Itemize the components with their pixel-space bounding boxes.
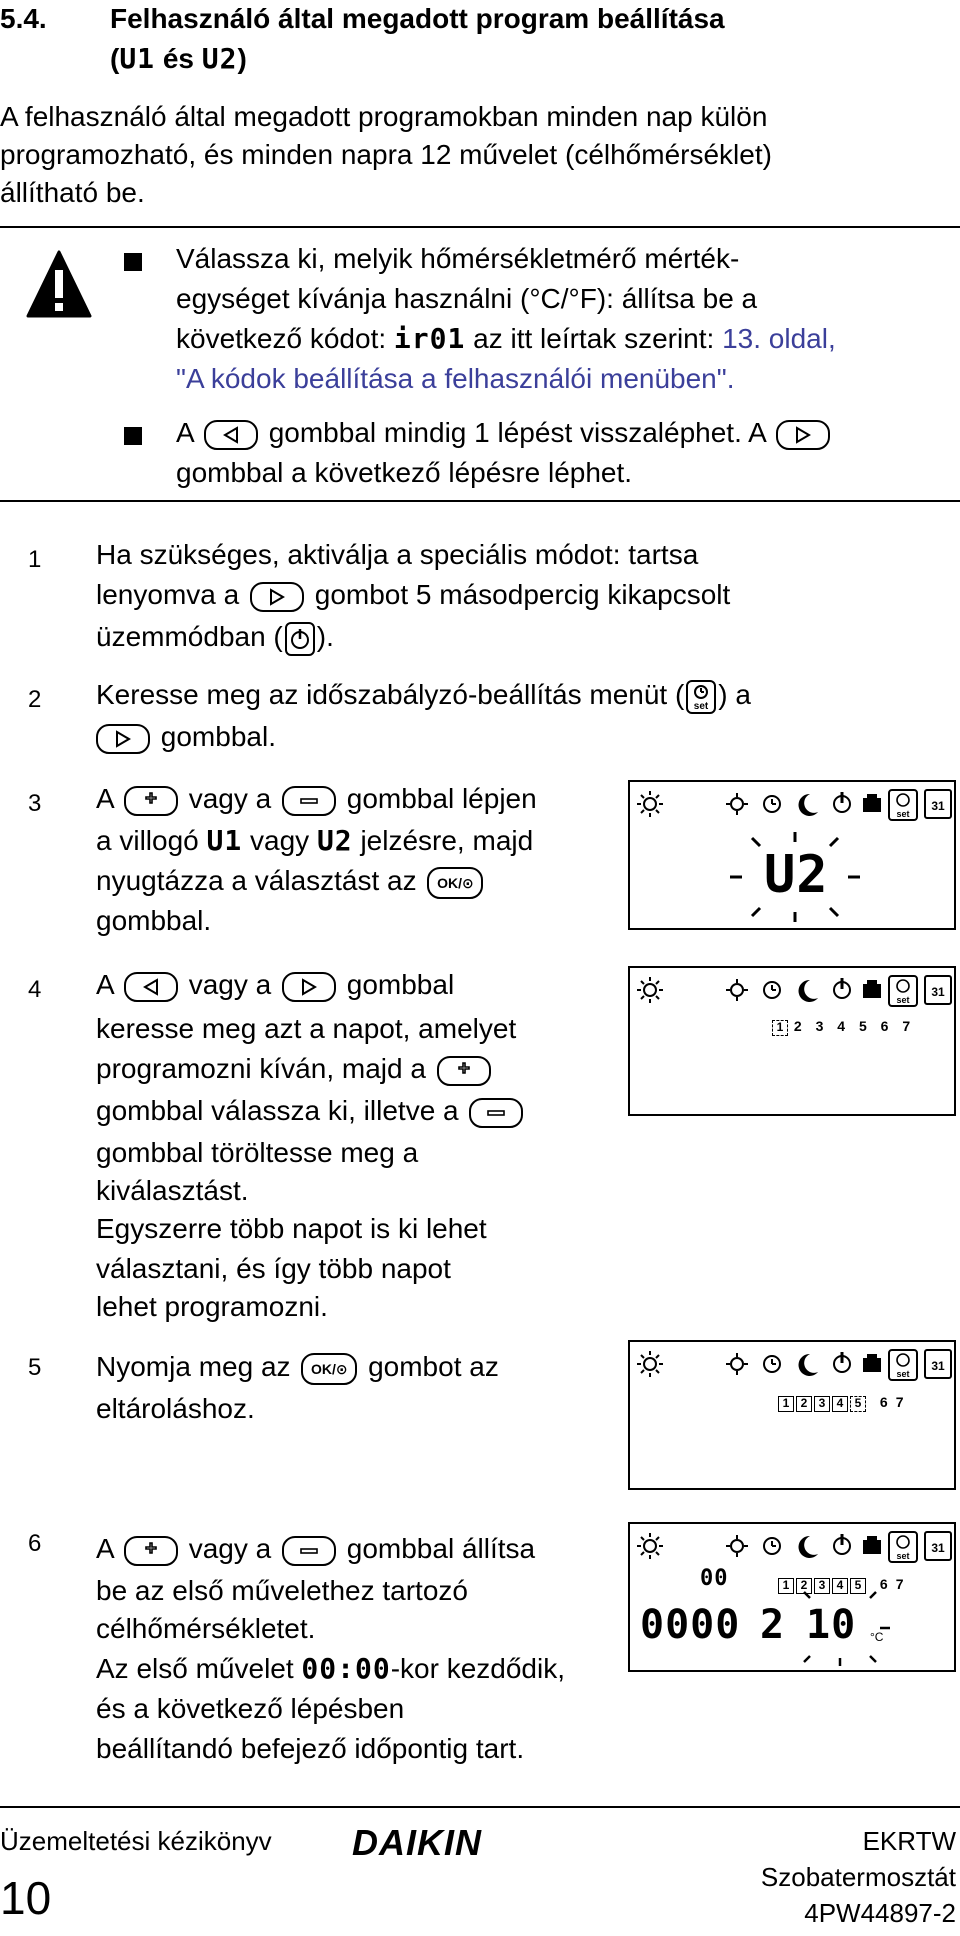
step4-line7: Egyszerre több napot is ki lehet: [96, 1213, 487, 1244]
footer-rule: [0, 1806, 960, 1808]
daikin-logo: DAIKIN: [352, 1822, 482, 1863]
warning-bullet1-line3: következő kódot: ir01 az itt leírtak szerint: 13. oldal,: [176, 322, 836, 355]
right-arrow-button-icon: [776, 420, 830, 450]
code-u2: U2: [316, 824, 353, 857]
step4-line5: gombbal töröltesse meg a: [96, 1137, 419, 1168]
page-link[interactable]: 13. oldal,: [722, 323, 836, 354]
step4-line9: lehet programozni.: [96, 1291, 328, 1322]
step2-line2: gombbal.: [96, 718, 276, 756]
step1-line3: üzemmódban ( ).: [96, 618, 334, 656]
step-number: 1: [28, 546, 42, 573]
minus-button-icon: [469, 1098, 523, 1128]
step2-line1: Keresse meg az időszabályzó-beállítás menüt ( set ) a: [96, 679, 751, 712]
code-u1: U1: [119, 42, 156, 75]
lcd-unit: °C: [870, 1630, 884, 1644]
lcd-panel-temperature: [628, 1522, 956, 1672]
right-arrow-button-icon: [250, 582, 304, 612]
step4-line8: választani, és így több napot: [96, 1253, 451, 1284]
step5-line2: eltároláshoz.: [96, 1393, 255, 1424]
step5-line1: Nyomja meg az OK/⊙ gombot az: [96, 1348, 499, 1386]
lcd-temp: 10: [806, 1602, 857, 1648]
section-link[interactable]: "A kódok beállítása a felhasználói menüben".: [176, 363, 735, 394]
lcd-panel-days-selected: [628, 1340, 956, 1490]
warning-bottom-rule: [0, 500, 960, 502]
power-icon: [285, 622, 315, 656]
step6-line3: célhőmérsékletet.: [96, 1613, 316, 1644]
step-number: 3: [28, 790, 42, 817]
right-arrow-button-icon: [282, 972, 336, 1002]
warning-bullet2-line2: gombbal a következő lépésre léphet.: [176, 457, 633, 488]
step-number: 4: [28, 976, 42, 1003]
step4-line6: kiválasztást.: [96, 1175, 249, 1206]
warning-triangle-icon: [26, 250, 92, 318]
step3-line1: A vagy a gombbal lépjen: [96, 783, 537, 814]
footer-product: Szobatermosztát: [760, 1862, 956, 1892]
lcd-time: 0000: [640, 1602, 741, 1648]
lcd-panel-days: [628, 966, 956, 1116]
plus-button-icon: [124, 1536, 178, 1566]
code-ir01: ir01: [393, 322, 466, 355]
bullet-square: [124, 253, 142, 271]
lcd-icon-row: [632, 1348, 954, 1384]
intro-line-3: állítható be.: [0, 177, 145, 208]
footer-docid: 4PW44897-2: [804, 1898, 956, 1928]
code-u2: U2: [201, 42, 238, 75]
intro-line-2: programozható, és minden napra 12 művelet (célhőmérséklet): [0, 139, 772, 170]
warning-top-rule: [0, 226, 960, 228]
lcd-day-row: 1 2 3 4 5 6 7: [778, 1576, 903, 1594]
lcd-day-row: 1 2 3 4 5 6 7: [778, 1394, 903, 1412]
plus-button-icon: [437, 1056, 491, 1086]
bullet-square: [124, 427, 142, 445]
step3-line2: a villogó U1 vagy U2 jelzésre, majd: [96, 824, 534, 857]
step4-line2: keresse meg azt a napot, amelyet: [96, 1013, 517, 1044]
lcd-icon-row: [632, 1530, 954, 1566]
warning-bullet1-line1: Válassza ki, melyik hőmérsékletmérő mérték-: [176, 243, 740, 274]
ok-button-icon: OK/⊙: [427, 867, 483, 899]
minus-button-icon: [282, 1536, 336, 1566]
section-title: Felhasználó által megadott program beállítása: [110, 3, 725, 34]
step4-line3: programozni kíván, majd a: [96, 1050, 494, 1088]
step3-line4: gombbal.: [96, 905, 212, 936]
step1-line1: Ha szükséges, aktiválja a speciális módot: tartsa: [96, 539, 699, 570]
minus-button-icon: [282, 786, 336, 816]
lcd-icon-row: [632, 788, 954, 824]
left-arrow-button-icon: [124, 972, 178, 1002]
code-u1: U1: [206, 824, 243, 857]
step-number: 2: [28, 686, 42, 713]
step3-line3: nyugtázza a választást az OK/⊙: [96, 862, 486, 900]
left-arrow-button-icon: [204, 420, 258, 450]
step4-line4: gombbal válassza ki, illetve a: [96, 1092, 526, 1130]
step6-line6: beállítandó befejező időpontig tart.: [96, 1733, 525, 1764]
right-arrow-button-icon: [96, 724, 150, 754]
step6-line5: és a következő lépésben: [96, 1693, 405, 1724]
ok-button-icon: OK/⊙: [301, 1353, 357, 1385]
step-number: 5: [28, 1354, 42, 1381]
lcd-icon-row: [632, 974, 954, 1010]
warning-bullet2-line1: A gombbal mindig 1 lépést visszaléphet. A: [176, 414, 833, 452]
footer-manual: Üzemeltetési kézikönyv: [0, 1826, 272, 1856]
section-title-codes: (U1 és U2): [110, 42, 247, 75]
footer-model: EKRTW: [862, 1826, 956, 1856]
time-code: 00:00: [301, 1652, 391, 1685]
lcd-panel-u2: [628, 780, 956, 930]
page-number: 10: [0, 1872, 52, 1924]
lcd-small-time: 00: [700, 1566, 729, 1591]
blinking-rays-icon: [790, 1588, 890, 1668]
step4-line1: A vagy a gombbal: [96, 969, 455, 1000]
svg-text:set: set: [694, 700, 709, 712]
intro-line-1: A felhasználó által megadott programokban minden nap külön: [0, 101, 768, 132]
step1-line2: lenyomva a gombot 5 másodpercig kikapcsolt: [96, 579, 731, 610]
step6-line1: A vagy a gombbal állítsa: [96, 1533, 536, 1564]
step6-line2: be az első művelethez tartozó: [96, 1575, 468, 1606]
warning-bullet1-line2: egységet kívánja használni (°C/°F): állítsa be a: [176, 283, 758, 314]
step-number: 6: [28, 1530, 42, 1557]
timer-set-icon: [686, 680, 716, 714]
lcd-step: 2: [760, 1602, 786, 1648]
plus-button-icon: [124, 786, 178, 816]
step6-line4: Az első művelet 00:00-kor kezdődik,: [96, 1652, 566, 1685]
section-number: 5.4.: [0, 3, 47, 34]
lcd-day-row: 1 2 3 4 5 6 7: [772, 1018, 910, 1036]
lcd-u2-text: U2: [764, 845, 829, 905]
